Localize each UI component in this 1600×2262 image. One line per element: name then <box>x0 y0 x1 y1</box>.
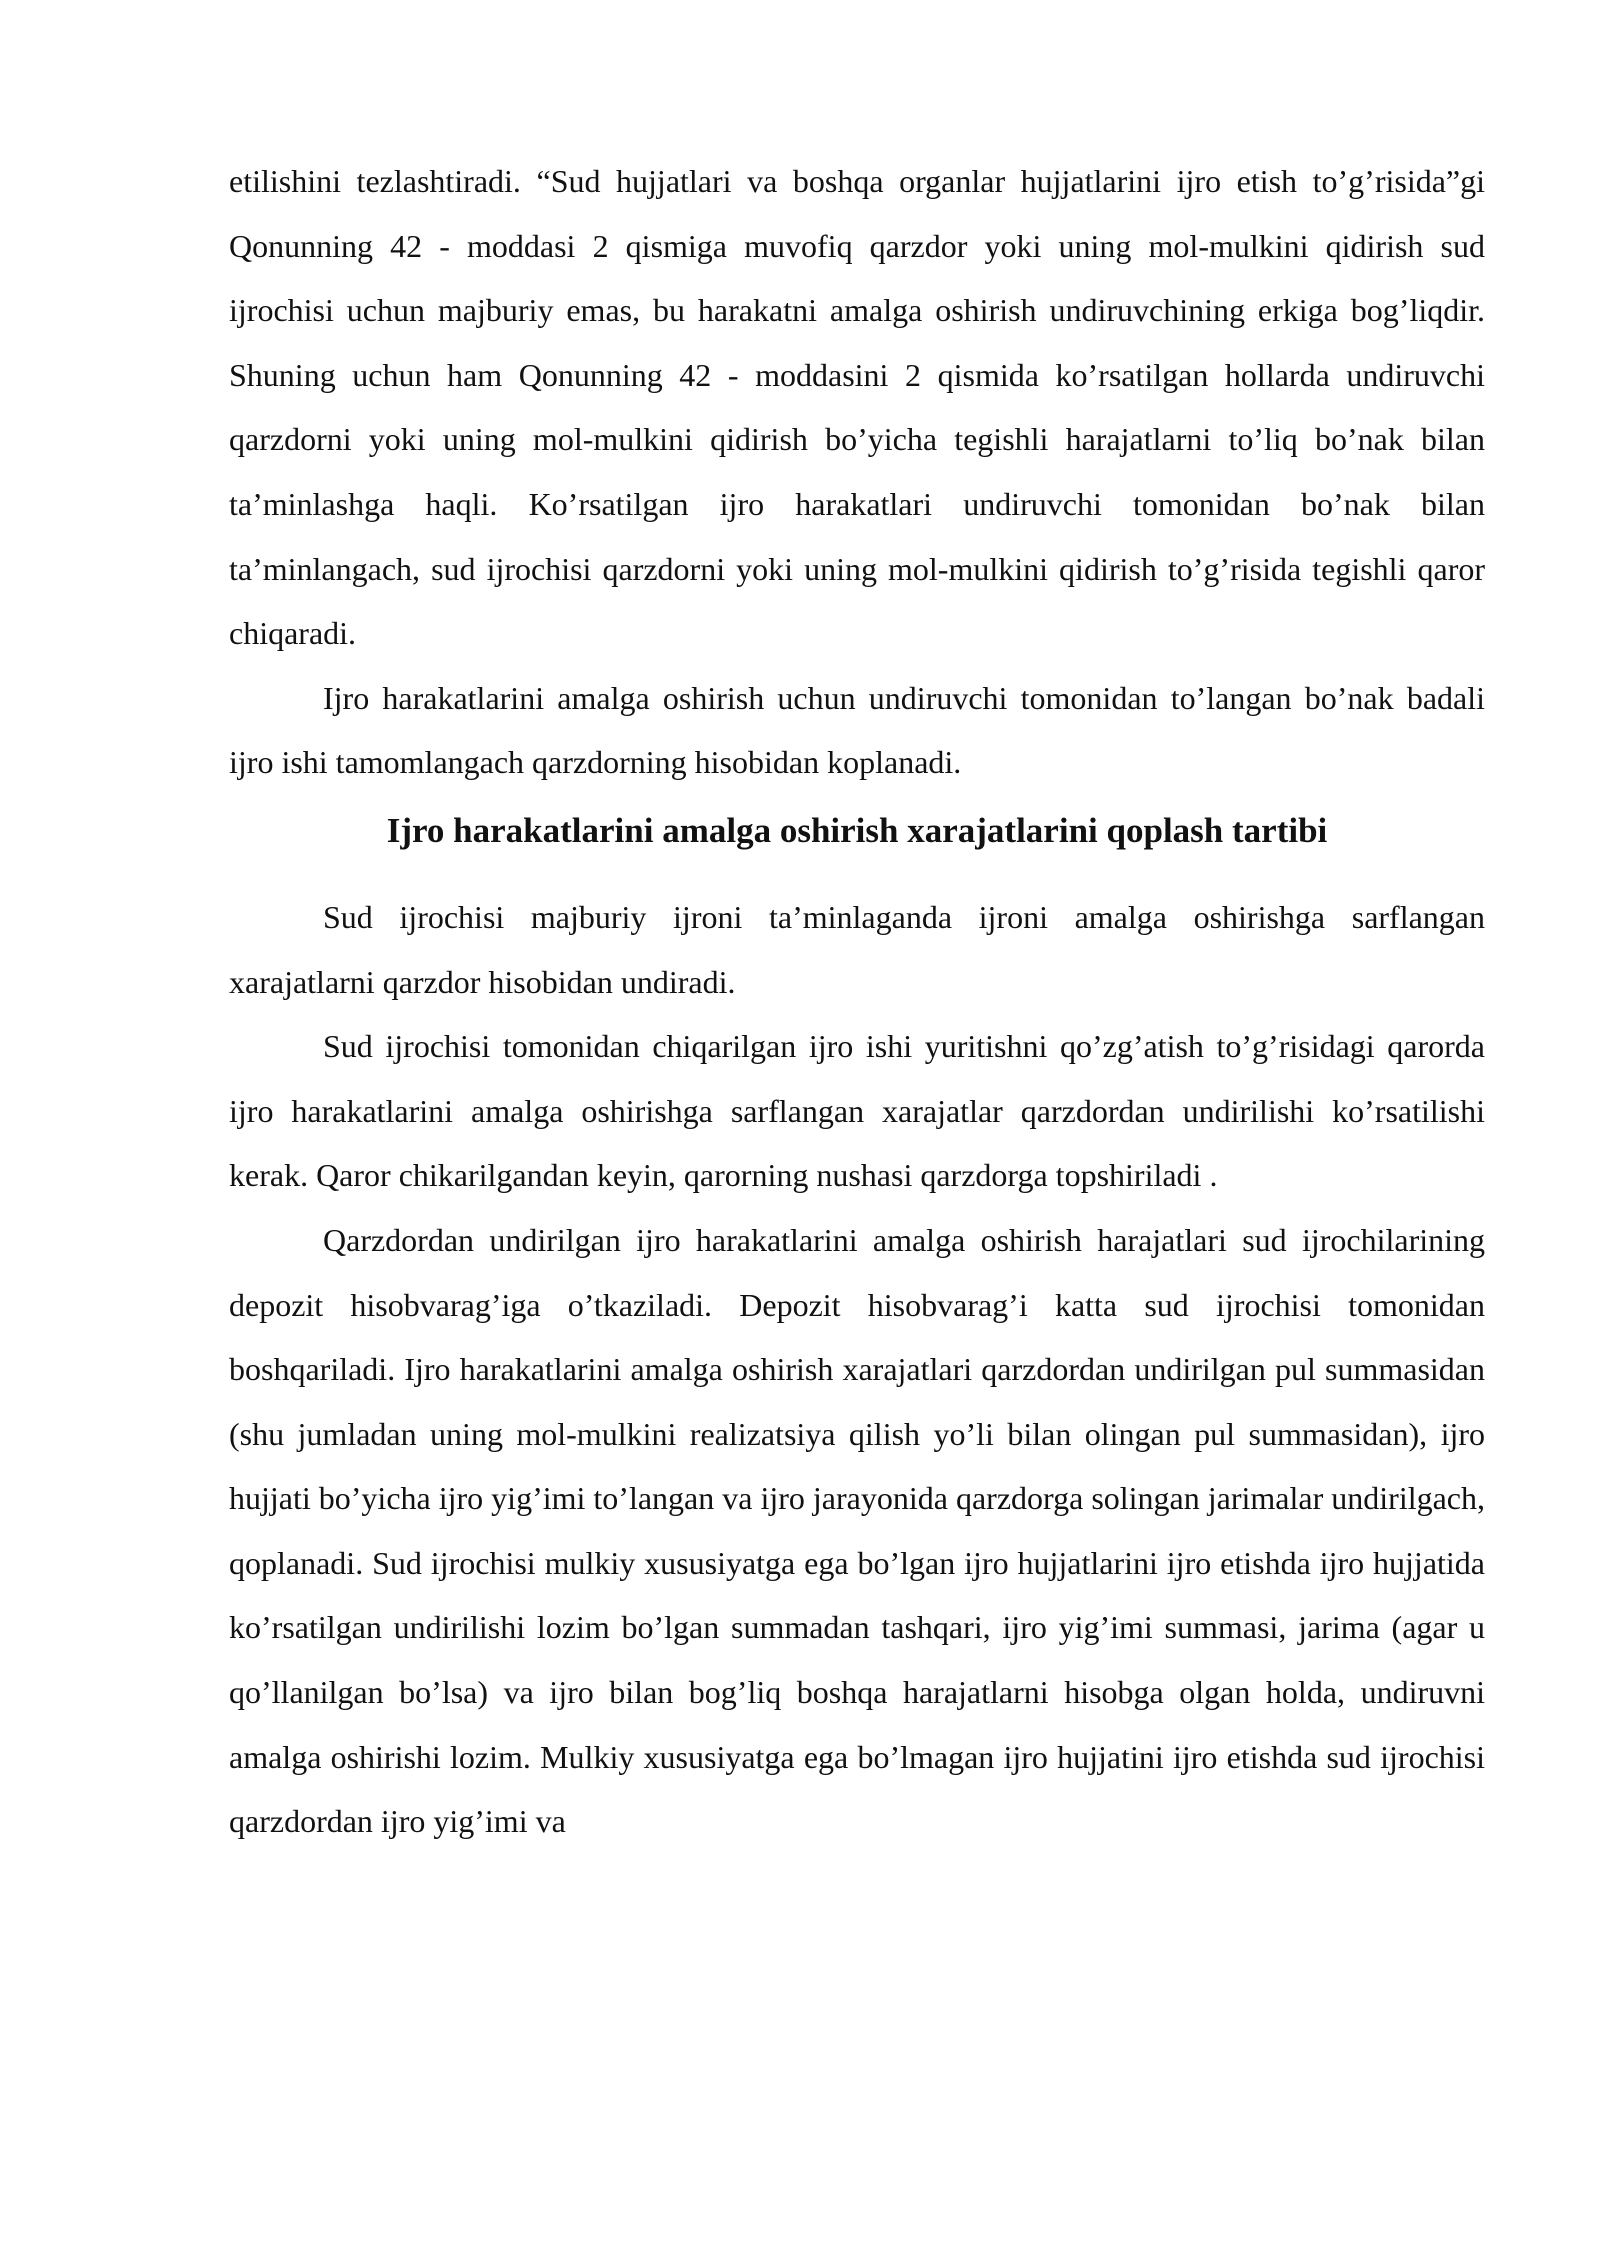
paragraph-expenses-collection: Sud ijrochisi majburiy ijroni ta’minlaganda ijroni amalga oshirishga sarflangan xarajatlarni qarzdor hisobidan undiradi. <box>229 898 1485 1000</box>
paragraph-continuation: etilishini tezlashtiradi. “Sud hujjatlari va boshqa organlar hujjatlarini ijro etish to’g’risida”gi Qonunning 42 - moddasi 2 qismiga muvofiq qarzdor yoki uning mol-mulkini qidirish sud ijrochisi uchun majburiy emas, bu harakatni amalga oshirish undiruvchining erkiga bog’liqdir. Shuning uchun ham Qonunning 42 - moddasini 2 qismida ko’rsatilgan hollarda undiruvchi qarzdorni yoki uning mol-mulkini qidirish bo’yicha tegishli harajatlarni to’liq bo’nak bilan ta’minlashga haqli. Ko’rsatilgan ijro harakatlari undiruvchi tomonidan bo’nak bilan ta’minlangach, sud ijrochisi qarzdorni yoki uning mol-mulkini qidirish to’g’risida tegishli qaror chiqaradi. <box>229 163 1485 652</box>
paragraph-decision: Sud ijrochisi tomonidan chiqarilgan ijro ishi yuritishni qo’zg’atish to’g’risidagi qarorda ijro harakatlarini amalga oshirishga sarflangan xarajatlar qarzdordan undirilishi ko’rsatilishi kerak. Qaror chikarilgandan keyin, qarorning nushasi qarzdorga topshiriladi . <box>229 1028 1485 1194</box>
section-heading: Ijro harakatlarini amalga oshirish xarajatlarini qoplash tartibi <box>386 810 1328 850</box>
document-page <box>229 149 1485 1854</box>
paragraph-advance-payment: Ijro harakatlarini amalga oshirish uchun undiruvchi tomonidan to’langan bo’nak badali ijro ishi tamomlangach qarzdorning hisobidan koplanadi. <box>229 679 1485 781</box>
paragraph-deposit-account: Qarzdordan undirilgan ijro harakatlarini amalga oshirish harajatlari sud ijrochilarining depozit hisobvarag’iga o’tkaziladi. Depozit hisobvarag’i katta sud ijrochisi tomonidan boshqariladi. Ijro harakatlarini amalga oshirish xarajatlari qarzdordan undirilgan pul summasidan (shu jumladan uning mol-mulkini realizatsiya qilish yo’li bilan olingan pul summasidan), ijro hujjati bo’yicha ijro yig’imi to’langan va ijro jarayonida qarzdorga solingan jarimalar undirilgach, qoplanadi. Sud ijrochisi mulkiy xususiyatga ega bo’lgan ijro hujjatlarini ijro etishda ijro hujjatida ko’rsatilgan undirilishi lozim bo’lgan summadan tashqari, ijro yig’imi summasi, jarima (agar u qo’llanilgan bo’lsa) va ijro bilan bog’liq boshqa harajatlarni hisobga olgan holda, undiruvni amalga oshirishi lozim. Mulkiy xususiyatga ega bo’lmagan ijro hujjatini ijro etishda sud ijrochisi qarzdordan ijro yig’imi va <box>229 1221 1485 1840</box>
